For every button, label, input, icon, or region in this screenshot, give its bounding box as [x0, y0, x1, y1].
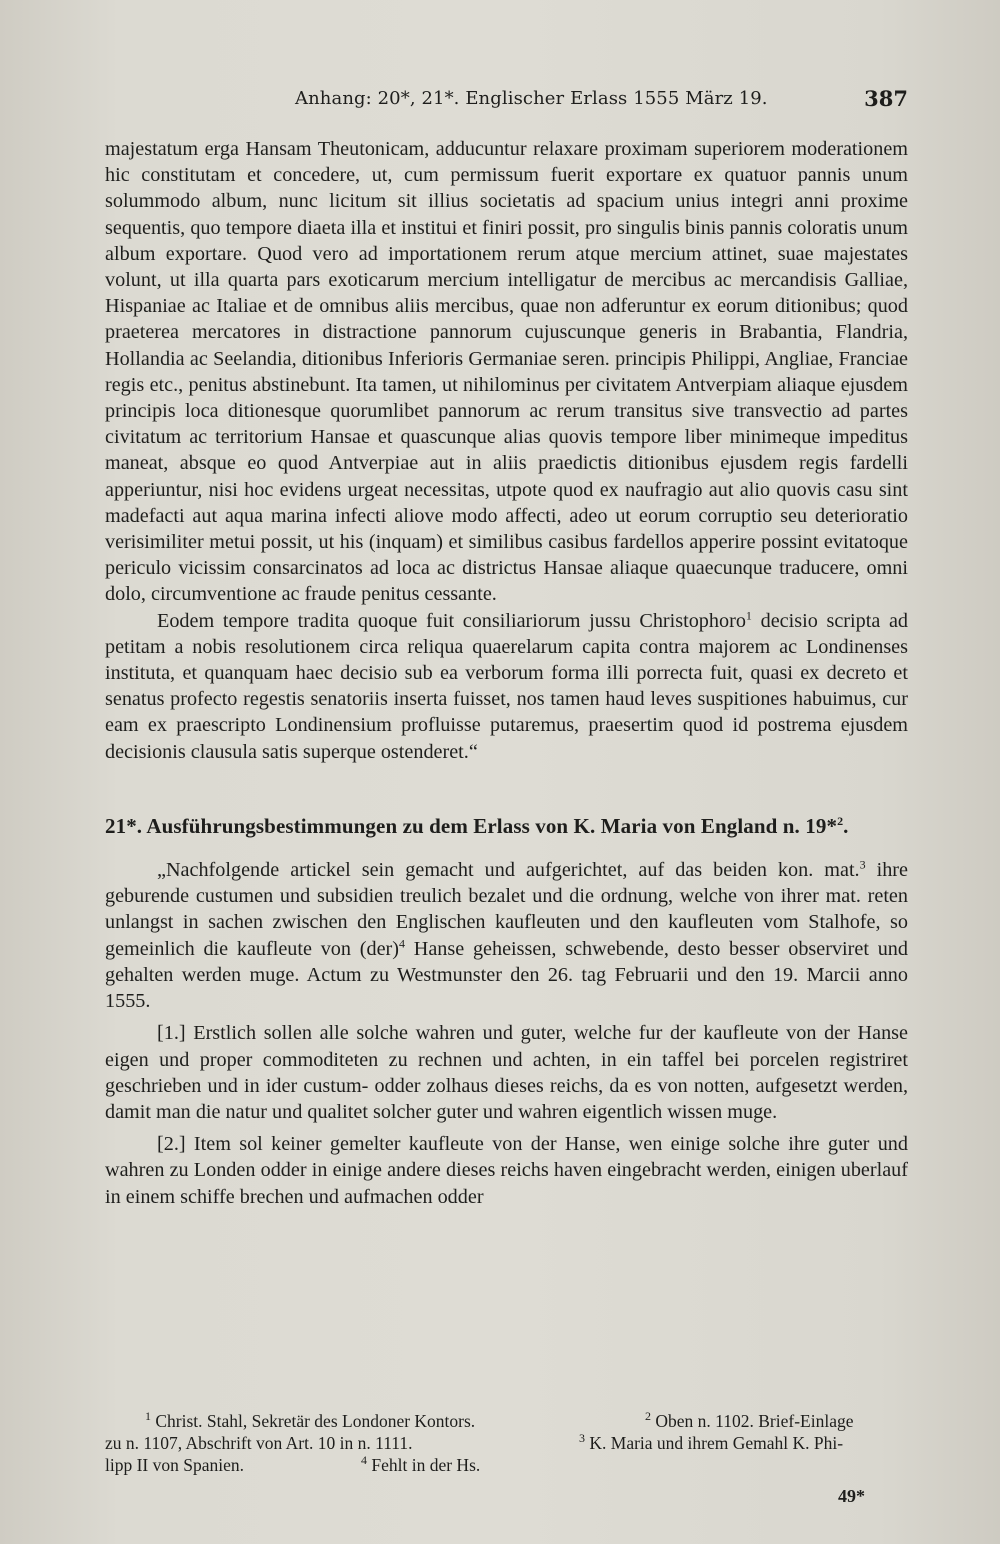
footnotes: [105, 1410, 908, 1476]
paragraph-article-1: [1.] Erstlich sollen alle solche wahren und guter, welche fur der kaufleute von der Hanse eigen und proper commoditeten zu rechnen und achten, in ein taffel bei porcelen registriret geschrieben und in ider custum- odder zolhaus dieses reichs, da es von notten, aufgesetzt werden, damit man die natur und qualitet solcher guter und wahren eigentlich wissen muge.: [105, 1022, 908, 1123]
footnote-row: [105, 1410, 908, 1432]
footnote-mark: 1: [145, 1409, 151, 1424]
paragraph-preamble: [105, 857, 908, 1014]
section-title-text: Ausführungsbestimmungen zu dem Erlass von K. Maria von England n. 19*: [146, 813, 838, 838]
footnote-3-continuation: lipp II von Spanien.: [105, 1455, 245, 1475]
footnote-3: [579, 1432, 843, 1454]
footnote-marker: 2: [837, 813, 844, 828]
footnote-mark: 4: [361, 1453, 367, 1468]
paragraph-latin-continuation: majestatum erga Hansam Theutonicam, adducuntur relaxare proximam superiorem moderationem hic constitutam et concedere, ut, cum permissum fuerit exportare ex quatuor pannis unum solummodo album, nunc licitum sit illius societatis ad spacium unius integri anni proxime sequentis, quo tempore diaeta illa et institui et finiri possit, pro singulis binis pannis coloratis unum album exportare. Quod vero ad importationem rerum atque mercium attinet, suae majestates volunt, ut illa quarta pars exoticarum mercium intelligatur de mercibus ac mercandisis Galliae, Hispaniae ac Italiae et de omnibus aliis mercibus, quae non adferuntur ex eorum ditionibus; quod praeterea mercatores in distractione pannorum cujuscunque generis in Brabantia, Flandria, Hollandia ac Seelandia, ditionibus Inferioris Germaniae seren. principis Philippi, Angliae, Franciae regis etc., penitus abstinebunt. Ita tamen, ut nihilominus per civitatem Antverpiam aliaque ejusdem principis loca ditionesque quorumlibet pannorum ac rerum transitus sive transvectio ad partes civitatum ac territorium Hansae et quascunque alias quovis tempore liber minimeque impeditus maneat, absque eo quod Antverpiae aut in aliis praedictis ditionibus ejusdem regis fardelli apperiuntur, nisi hoc evidens urgeat necessitas, utpote quod ex naufragio aut alio quovis casu sint madefacti aut aqua marina infecti aliove modo affecti, adeo ut eorum corruptio seu deterioratio verisimiliter metui possit, ut his (inquam) et similibus casibus fardellos apperire possint evitatoque periculo vicissim consarcinatos ad loca ac districtus Hansae aliaque quaecunque traducere, omni dolo, circumventione ac fraude penitus cessante.: [105, 138, 908, 606]
running-title: Anhang: 20*, 21*. Englischer Erlass 1555 März 19.: [295, 88, 768, 109]
paragraph-eodem-tempore: [105, 608, 908, 765]
signature-mark: 49*: [838, 1486, 865, 1506]
footnote-2: [645, 1410, 854, 1432]
section-title-end: .: [843, 813, 849, 838]
section-heading: [105, 813, 908, 839]
paragraph-text: Hanse geheissen, schwebende, desto besser observiret und gehalten werden muge. Actum zu Westmunster den 26. tag Februarii und den 19. Marcii anno 1555.: [105, 937, 908, 1013]
paragraph-text: decisio scripta ad petitam a nobis resolutionem circa reliqua quaerelarum capita contra majorem ac Londinenses instituta, et quanquam haec decisio sub ea verborum forma illi porrecta fuit, quasi ex decreto et senatus profecto regestis senatoriis inserta fuisset, nos tamen haud leves suspitiones habuimus, cur eam ex praescripto Londinensium profluisse putaremus, praesertim quod id postrema ejusdem decisionis clausula satis superque ostenderet.“: [105, 609, 909, 763]
footnote-text: Christ. Stahl, Sekretär des Londoner Kontors.: [151, 1411, 476, 1431]
page-number: 387: [864, 86, 908, 111]
section-number: 21*.: [105, 813, 143, 838]
footnote-mark: 3: [579, 1431, 585, 1446]
paragraph-text: „Nachfolgende artickel sein gemacht und aufgerichtet, auf das beiden kon. mat.: [157, 859, 860, 882]
paragraph-text: Eodem tempore tradita quoque fuit consiliariorum jussu Christophoro: [157, 609, 746, 632]
footnote-mark: 2: [645, 1409, 651, 1424]
footnote-text: Oben n. 1102. Brief-Einlage: [651, 1411, 854, 1431]
footnote-4: [361, 1454, 480, 1476]
page-header: [105, 86, 908, 114]
main-text: [105, 136, 908, 1210]
footnote-row: [105, 1432, 908, 1454]
footnote-row: [105, 1454, 908, 1476]
footnote-2-continuation: zu n. 1107, Abschrift von Art. 10 in n. 1111.: [105, 1433, 413, 1453]
footnote-1: [145, 1410, 475, 1432]
footnote-text: K. Maria und ihrem Gemahl K. Phi-: [585, 1433, 844, 1453]
footnote-marker: 3: [859, 857, 866, 872]
paragraph-text: ihre geburende custumen und subsidien treulich bezalet und die ordnung, welche von ihrer mat. reten unlangst in sachen zwischen den Englischen kaufleuten und den kaufleuten vom Stalhofe, so gemeinlich die kaufleute von (der): [105, 859, 908, 960]
paragraph-article-2: [2.] Item sol keiner gemelter kaufleute von der Hanse, wen einige solche ihre guter und wahren zu Londen odder in einige andere dieses reichs haven eingebracht werden, einigen uberlauf in einem schiffe brechen und aufmachen odder: [105, 1133, 908, 1208]
footnote-text: Fehlt in der Hs.: [367, 1455, 481, 1475]
footnote-marker: 1: [745, 607, 752, 622]
footnote-marker: 4: [398, 935, 405, 950]
